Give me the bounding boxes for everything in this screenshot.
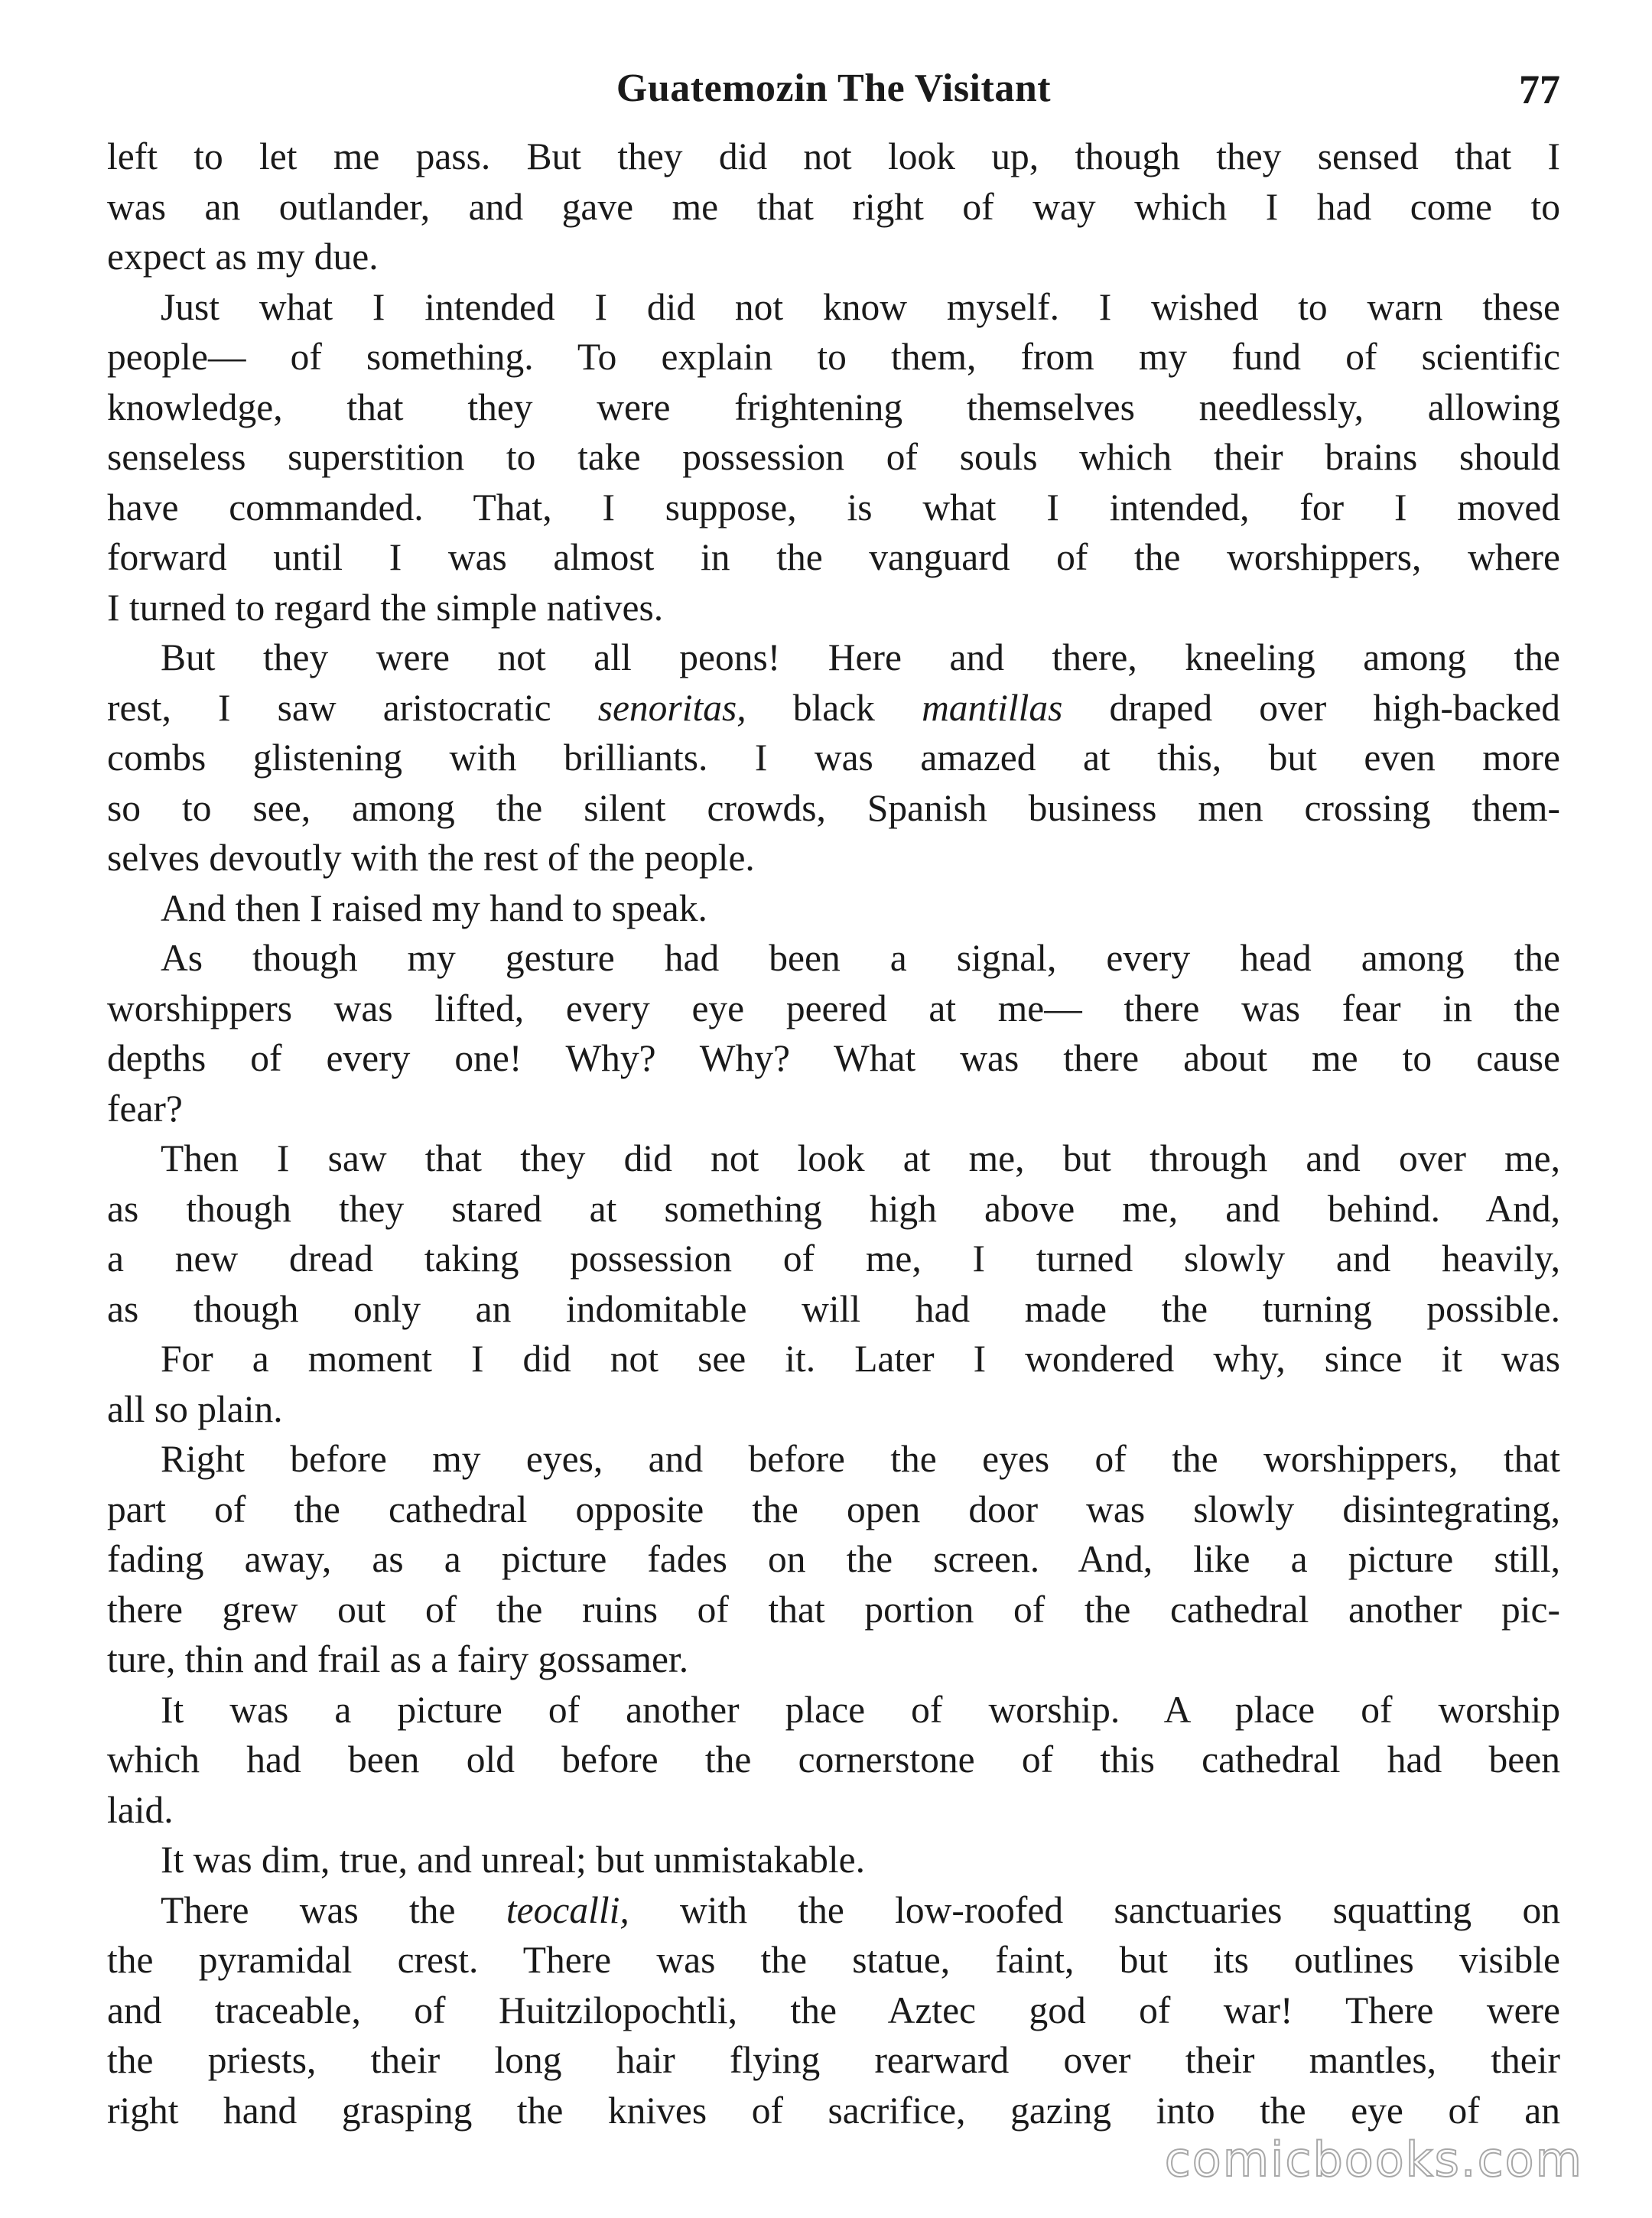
text-line: As though my gesture had been a signal, every head among the [161,937,1560,979]
text-line: which had been old before the cornerstone of this cathedral had been [107,1738,1560,1781]
italic-word: teocalli, [506,1888,629,1931]
body-text [107,132,1560,2135]
text-line: right hand grasping the knives of sacrifice, gazing into the eye of an [107,2089,1560,2132]
text-line: But they were not all peons! Here and there, kneeling among the [161,636,1560,678]
text-run: black [746,686,922,729]
text-line: And then I raised my hand to speak. [161,886,707,929]
text-line: part of the cathedral opposite the open door was slowly disintegrating, [107,1488,1560,1530]
text-line: all so plain. [107,1387,283,1430]
text-line: ture, thin and frail as a fairy gossamer. [107,1638,689,1680]
text-run: There was the [161,1888,506,1931]
text-line: For a moment I did not see it. Later I wondered why, since it was [161,1338,1560,1380]
text-line: combs glistening with brilliants. I was amazed at this, but even more [107,737,1560,779]
text-line: fear? [107,1087,183,1130]
text-line: the pyramidal crest. There was the statue, faint, but its outlines visible [107,1939,1560,1981]
text-line: have commanded. That, I suppose, is what I intended, for I moved [107,486,1560,528]
text-run: with the low-roofed sanctuaries squatting on [629,1888,1560,1931]
text-line: the priests, their long hair flying rearward over their mantles, their [107,2039,1560,2081]
text-line: so to see, among the silent crowds, Spanish business men crossing them- [107,786,1560,829]
text-line: was an outlander, and gave me that right of way which I had come to [107,185,1560,228]
text-line: selves devoutly with the rest of the people. [107,837,755,879]
text-line: Then I saw that they did not look at me, but through and over me, [161,1137,1560,1179]
text-line: forward until I was almost in the vanguard of the worshippers, where [107,536,1560,578]
text-line: knowledge, that they were frightening themselves needlessly, allowing [107,385,1560,428]
text-line: as though only an indomitable will had made the turning possible. [107,1287,1560,1330]
page-number: 77 [1519,67,1560,112]
text-line: and traceable, of Huitzilopochtli, the Aztec god of war! There were [107,1989,1560,2031]
text-line: worshippers was lifted, every eye peered at me— there was fear in the [107,987,1560,1029]
text-line: fading away, as a picture fades on the screen. And, like a picture still, [107,1538,1560,1580]
text-run: rest, I saw aristocratic [107,686,598,729]
text-line: I turned to regard the simple natives. [107,586,664,629]
text-line: a new dread taking possession of me, I turned slowly and heavily, [107,1237,1560,1280]
watermark-logo: comicbooks.com [1164,2132,1583,2187]
text-line: there grew out of the ruins of that portion of the cathedral another pic- [107,1588,1560,1631]
text-line: senseless superstition to take possession of souls which their brains should [107,436,1560,478]
text-line [107,1885,1560,1936]
text-line: people— of something. To explain to them, from my fund of scientific [107,336,1560,378]
page-header [107,66,1560,119]
text-line: expect as my due. [107,236,379,278]
text-run: draped over high-backed [1062,686,1560,729]
text-line: It was a picture of another place of worship. A place of worship [161,1688,1560,1731]
text-line: as though they stared at something high above me, and behind. And, [107,1187,1560,1230]
text-line: left to let me pass. But they did not look up, though they sensed that I [107,135,1560,177]
italic-word: mantillas [922,686,1063,729]
italic-word: senoritas, [597,686,746,729]
running-title: Guatemozin The Visitant [616,67,1052,110]
text-line: It was dim, true, and unreal; but unmistakable. [161,1839,866,1881]
text-line [107,683,1560,733]
text-line: laid. [107,1788,174,1831]
text-line: depths of every one! Why? Why? What was there about me to cause [107,1037,1560,1079]
text-line: Just what I intended I did not know myself. I wished to warn these [161,285,1560,328]
text-line: Right before my eyes, and before the eyes of the worshippers, that [161,1438,1560,1480]
